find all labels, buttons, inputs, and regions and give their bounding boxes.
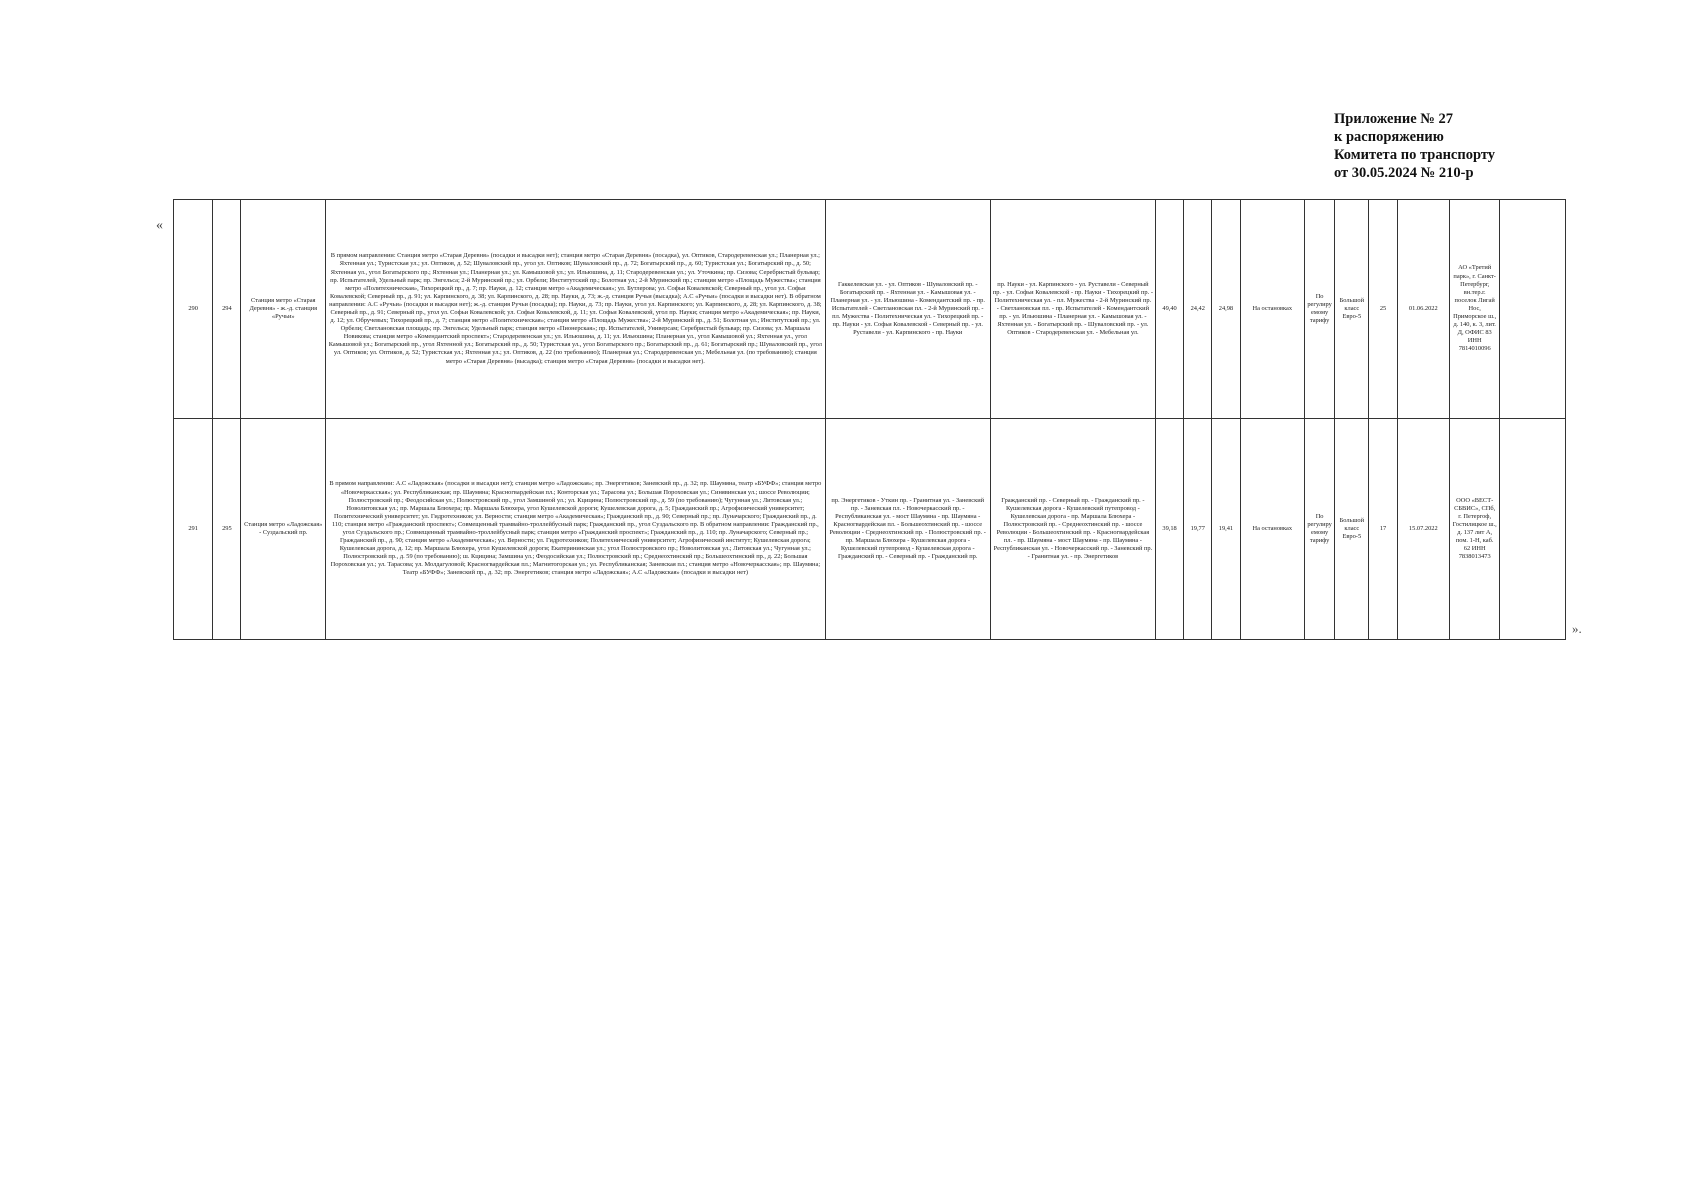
route-name-cell: Станция метро «Старая Деревня» - ж.-д. станция «Ручьи»	[241, 200, 326, 419]
date-cell: 01.06.2022	[1397, 200, 1449, 419]
stops-cell: В прямом направлении: Станция метро «Старая Деревня» (посадки и высадки нет); станция метро «Старая Деревня» (посадка), ул. Оптиков, Стародеревенская ул.; Планерная ул.; Яхтенная ул.; Туристская ул.; ул. Оптиков, д. 52; Шуваловский пр., угол ул. Оптиков; Шуваловский пр., д. 72; Богатырский пр., д. 60; Туристская ул.; Богатырский пр., д. 50; Яхтенная ул., угол Богатырского пр.; Яхтенная ул.; Планерная ул.; ул. Камышовой ул.; ул. Ильюшина, д. 11; Стародеревенская ул.; ул. Уточкина; пр. Сизова; Серебристый бульвар; пр. Испытателей, Удельный парк; пр. Энгельса; 2-й Муринский пр.; ул. Орбели; Институтский пр.; Болотная ул.; 2-й Муринский пр.; станция метро «Площадь Мужества»; станция метро «Политехническая», Тихорецкий пр., д. 7; пр. Науки, д. 12; станция метро «Академическая»; ул. Бутлерова; ул. Софьи Ковалевской; Северный пр., угол ул. Софьи Ковалевской; Северный пр., д. 91; ул. Карпинского, д. 38; ул. Карпинского, д. 28; пр. Науки, д. 73; ж.-д. станция Ручьи (высадка); А.С «Ручьи» (посадки и высадки нет). В обратном направлении: А.С «Ручьи» (посадки и высадки нет); ж.-д. станция Ручьи (посадка); пр. Науки, д. 73; пр. Науки, угол ул. Карпинского; ул. Карпинского, д. 28; ул. Карпинского, д. 38; Северный пр., д. 91; Северный пр., угол ул. Софьи Ковалевской; ул. Софьи Ковалевской, д. 11; ул. Софьи Ковалевской, угол пр. Науки; станция метро «Академическая»; пр. Науки, д. 12; ул. Обручевых; Тихорецкий пр., д. 7; станция метро «Политехническая»; станция метро «Площадь Мужества»; 2-й Муринский пр., д. 51; Болотная ул.; Институтский пр.; ул. Орбели; Светлановская площадь; пр. Энгельса; Удельный парк; станция метро «Пионерская»; пр. Испытателей, Универсам; Серебристый бульвар; пр. Сизова; ул. Маршала Новикова; станция метро «Комендантский проспект»; Стародеревенская ул.; ул. Ильюшина, д. 11; ул. Ильюшина; Планерная ул., угол Камышовой ул.; Яхтенная ул., угол Камышовой ул.; Богатырский пр., угол Яхтенной ул.; Богатырский пр., д. 50; Туристская ул., угол Богатырского пр.; Богатырский пр., д. 61; Богатырский пр.; Шуваловский пр., угол ул. Оптиков; ул. Оптиков, д. 52; Туристская ул.; Яхтенная ул.; ул. Оптиков, д. 22 (по требованию); Планерная ул.; Стародеревенская ул.; Мебельная ул. (по требованию); станция метро «Старая Деревня» (высадка); станция метро «Старая Деревня» (посадки и высадки нет).	[326, 200, 826, 419]
stop-order-cell: На остановках	[1240, 419, 1304, 640]
routes-table	[173, 199, 1566, 640]
empty-cell	[1500, 200, 1566, 419]
appendix-number: Приложение № 27	[1334, 111, 1453, 127]
streets-backward-cell: Гражданский пр. - Северный пр. - Гражданский пр. - Кушелевская дорога - Кушелевский путепровод - Кушелевская дорога - пр. Маршала Блюхера - Полюстровский пр. - Среднеохтинский пр. - шоссе Революции - Большеохтинский пр. - Красногвардейская пл. - пр. Шаумяна - мост Шаумяна - пр. Шаумяна - Республиканская ул. - Новочеркасский пр. - Заневский пр. - Гранитная ул. - пр. Энергетиков	[990, 419, 1155, 640]
vehicle-class-cell: Большой класс Евро-5	[1335, 419, 1369, 640]
length-total-cell: 24,98	[1212, 200, 1240, 419]
reg-number-cell: 290	[174, 200, 213, 419]
vehicle-count-cell: 25	[1369, 200, 1397, 419]
route-number-cell: 295	[213, 419, 241, 640]
vehicle-class-cell: Большой класс Евро-5	[1335, 200, 1369, 419]
carrier-cell: ООО «ВЕСТ-СБВИС», СПб, г. Петергоф, Гостилицкое ш., д. 137 лит А, пом. 1-Н, каб. 62 ИНН 7838013473	[1450, 419, 1500, 640]
reg-number-cell: 291	[174, 419, 213, 640]
length-back-cell: 19,77	[1184, 419, 1212, 640]
tariff-cell: По регулируемому тарифу	[1305, 419, 1335, 640]
length-forward-cell: 39,18	[1155, 419, 1183, 640]
length-total-cell: 19,41	[1212, 419, 1240, 640]
stops-cell: В прямом направлении: А.С «Ладожская» (посадки и высадки нет); станция метро «Ладожская»; пр. Энергетиков; Заневский пр., д. 32; пр. Шаумяна, театр «БУФФ»; станция метро «Новочеркасская»; ул. Республиканская; пр. Шаумяна; Красногвардейская пл.; Конторская ул.; Тарасова ул.; Большая Пороховская ул.; Синявинская ул.; шоссе Революции; Полюстровский пр.; Феодосийская ул.; Полюстровский пр., угол Замшиной ул.; ул. Кцицина; Полюстровский пр., д. 59 (по требованию); Чугунная ул.; Литовская ул.; Новолитовская ул.; пр. Маршала Блюхера; пр. Маршала Блюхера, угол Кушелевской дороги; Кушелевская дорога, д. 5; Гражданский пр.; Агрофизический университет; Политехнический университет; ул. Гидротехников; ул. Верности; станция метро «Академическая»; Гражданский пр., д. 90; Северный пр.; пр. Луначарского; Гражданский пр., д. 110; станция метро «Гражданский проспект»; Совмещенный трамвайно-троллейбусный парк; Гражданский пр., угол Суздальского пр. В обратном направлении: Гражданский пр., угол Суздальского пр.; Совмещенный трамвайно-троллейбусный парк; станция метро «Гражданский проспект»; Гражданский пр., д. 110; пр. Луначарского; Северный пр.; Гражданский пр., д. 90; станция метро «Академическая»; ул. Верности; ул. Гидротехников; Политехнический университет; Агрофизический институт; Кушелевская дорога; Кушелевская дорога, д. 12; пр. Маршала Блюхера, угол Кушелевской дороги; Екатерининская ул.; угол Полюстровского пр.; Новолитовская ул.; Литовская ул.; Чугунная ул.; Полюстровский пр., д. 59 (по требованию); ш. Кцицина; Замшина ул.; Феодосийская ул.; Полюстровский пр.; Среднеохтинский пр.; Большеохтинский пр., д. 22; Большая Пороховская ул.; ул. Тарасова; ул. Молдагуловой; Красногвардейская пл.; Магнитогорская ул.; ул. Республиканская; Заневская пл.; станция метро «Новочеркасская»; пр. Шаумяна; Театр «БУФФ»; Заневский пр., д. 32; пр. Энергетиков; станция метро «Ладожская»; А.С «Ладожская» (посадки и высадки нет)	[326, 419, 826, 640]
date-cell: 15.07.2022	[1397, 419, 1449, 640]
empty-cell	[1500, 419, 1566, 640]
streets-forward-cell: пр. Энергетиков - Уткин пр. - Гранитная ул. - Заневский пр. - Заневская пл. - Новочеркасский пр. - Республиканская ул. - мост Шаумяна - пр. Шаумяна - Красногвардейская пл. - Большеохтинский пр. - шоссе Революции - Среднеохтинский пр. - Полюстровский пр. - пр. Маршала Блюхера - Кушелевская дорога - Кушелевский путепровод - Кушелевская дорога - Гражданский пр. - Северный пр. - Гражданский пр.	[825, 419, 990, 640]
length-back-cell: 24,42	[1184, 200, 1212, 419]
vehicle-count-cell: 17	[1369, 419, 1397, 640]
streets-backward-cell: пр. Науки - ул. Карпинского - ул. Руставели - Северный пр. - ул. Софьи Ковалевской - пр. Науки - Тихорецкий пр. - Политехническая ул. - пл. Мужества - 2-й Муринский пр. - Светлановская пл. - пр. Испытателей - Комендантский пр. - ул. Ильюшина - Планерная ул. - Камышовая ул. - Яхтенная ул. - Богатырский пр. - Шуваловский пр. - ул. Оптиков - Стародеревенская ул. - Мебельная ул.	[990, 200, 1155, 419]
stop-order-cell: На остановках	[1240, 200, 1304, 419]
tariff-cell: По регулируемому тарифу	[1305, 200, 1335, 419]
appendix-committee: Комитета по транспорту	[1334, 147, 1496, 163]
opening-quote: «	[156, 218, 163, 233]
streets-forward-cell: Гаккелевская ул. - ул. Оптиков - Шуваловский пр. - Богатырский пр. - Яхтенная ул. - Камышовая ул. - Планерная ул. - ул. Ильюшина - Комендантский пр. - пр. Испытателей - Светлановская пл. - 2-й Муринский пр. - пл. Мужества - Политехническая ул. - Тихорецкий пр. - пр. Науки - ул. Софьи Ковалевской - Северный пр. - ул. Руставели - ул. Карпинского - пр. Науки	[825, 200, 990, 419]
length-forward-cell: 49,40	[1155, 200, 1183, 419]
route-number-cell: 294	[213, 200, 241, 419]
table-row	[174, 200, 1566, 419]
carrier-cell: АО «Третий парк», г. Санкт-Петербург, вн.тер.г. поселок Лигай Нос, Приморское ш., д. 140, к. 3, лит. Д, ОФИС 83 ИНН 7814010096	[1450, 200, 1500, 419]
appendix-header	[1334, 110, 1664, 182]
appendix-date: от 30.05.2024 № 210-р	[1334, 165, 1474, 181]
route-name-cell: Станция метро «Ладожская» - Суздальский пр.	[241, 419, 326, 640]
table-row	[174, 419, 1566, 640]
appendix-order-ref: к распоряжению	[1334, 129, 1444, 145]
closing-quote: ».	[1572, 621, 1582, 636]
